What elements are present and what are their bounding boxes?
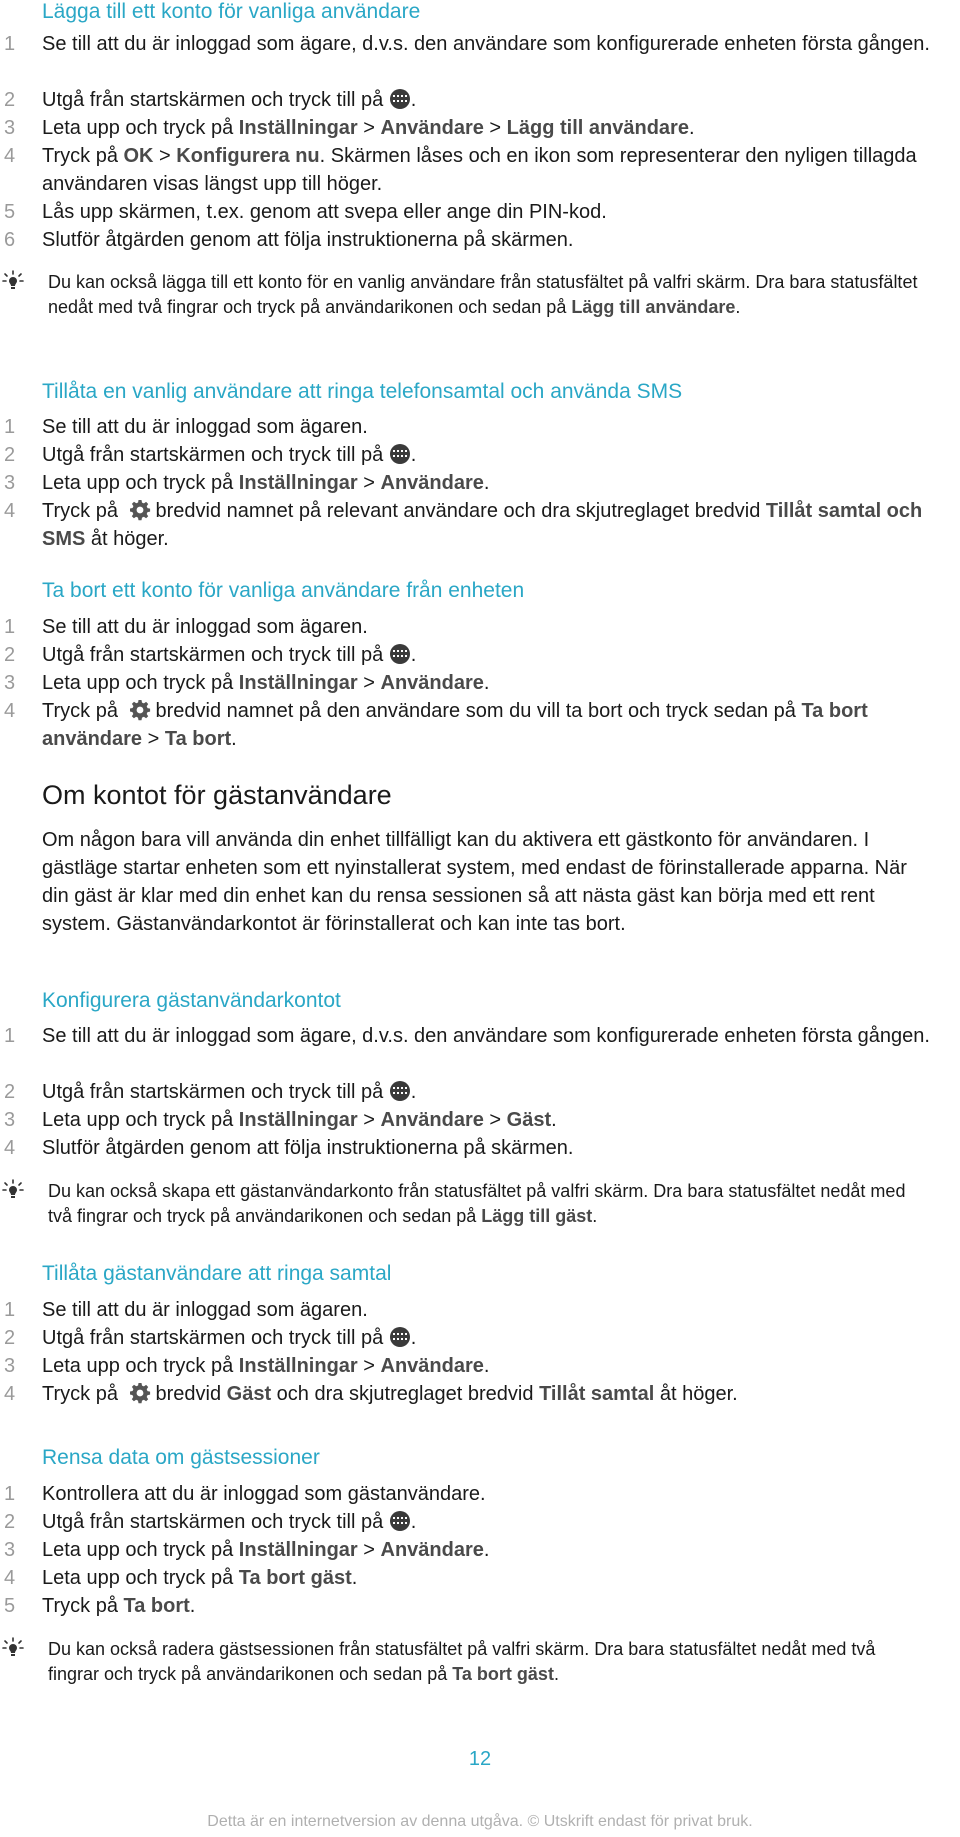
step-number: 3 xyxy=(4,472,16,494)
step-number: 3 xyxy=(4,1355,16,1377)
step xyxy=(0,1564,940,1592)
gear-icon xyxy=(128,698,152,722)
step-number: 1 xyxy=(4,1299,16,1321)
gear-icon xyxy=(128,1381,152,1405)
step-number: 2 xyxy=(4,644,16,666)
step xyxy=(0,226,940,254)
section-heading-allow-calls-sms: Tillåta en vanlig användare att ringa telefonsamtal och använda SMS xyxy=(42,380,683,403)
step-text: Tryck på OK > Konfigurera nu. Skärmen låses och en ikon som representerar den nyligen tillagda användaren visas längst upp till höger. xyxy=(42,145,917,195)
ui-label: Inställningar xyxy=(238,672,358,694)
step-number: 1 xyxy=(4,1483,16,1505)
step xyxy=(0,1106,940,1134)
step xyxy=(0,613,940,641)
ui-label: Lägg till användare xyxy=(506,117,689,139)
step-text: Leta upp och tryck på Inställningar > Användare > Gäst. xyxy=(42,1109,557,1131)
tip-text: Du kan också radera gästsessionen från statusfältet på valfri skärm. Dra bara statusfältet nedåt med två fingrar och tryck på användarikonen och sedan på Ta bort gäst. xyxy=(48,1639,876,1684)
step xyxy=(0,1480,940,1508)
step xyxy=(0,497,940,553)
ui-label: Konfigurera nu xyxy=(176,145,320,167)
step xyxy=(0,1536,940,1564)
step-text: Kontrollera att du är inloggad som gästanvändare. xyxy=(42,1483,486,1505)
step xyxy=(0,1296,940,1324)
ui-label: Tillåt samtal xyxy=(539,1383,655,1405)
page-footer: Detta är en internetversion av denna utgåva. © Utskrift endast för privat bruk. xyxy=(207,1813,753,1830)
apps-dots-icon xyxy=(390,644,410,664)
step-number: 1 xyxy=(4,616,16,638)
ui-label: Lägg till användare xyxy=(571,297,736,317)
step-text: Tryck på bredvid Gäst och dra skjutreglaget bredvid Tillåt samtal åt höger. xyxy=(42,1383,738,1405)
step xyxy=(0,1592,940,1620)
step xyxy=(0,142,940,198)
tip-box xyxy=(0,1179,930,1229)
step-number: 3 xyxy=(4,1109,16,1131)
ui-label: Inställningar xyxy=(238,1109,358,1131)
apps-dots-icon xyxy=(390,1081,410,1101)
step-text: Se till att du är inloggad som ägaren. xyxy=(42,1299,368,1321)
step-number: 2 xyxy=(4,1327,16,1349)
section-heading-configure-guest: Konfigurera gästanvändarkontot xyxy=(42,989,341,1012)
page-title-guest-account: Om kontot för gästanvändare xyxy=(42,780,392,810)
step-number: 1 xyxy=(4,416,16,438)
ui-label: Ta bort gäst xyxy=(238,1567,352,1589)
ui-label: Ta bort xyxy=(123,1595,190,1617)
ui-label: Användare xyxy=(380,472,484,494)
lightbulb-tip-icon xyxy=(2,1179,24,1201)
tip-box xyxy=(0,1637,930,1687)
ui-label: Lägg till gäst xyxy=(481,1206,593,1226)
step-number: 3 xyxy=(4,117,16,139)
ui-label: Användare xyxy=(380,117,484,139)
step xyxy=(0,1508,940,1536)
section-heading-guest-calls: Tillåta gästanvändare att ringa samtal xyxy=(42,1262,392,1285)
ui-label: Användare xyxy=(380,1539,484,1561)
step-text: Se till att du är inloggad som ägare, d.v.s. den användare som konfigurerade enheten första gången. xyxy=(42,1025,930,1047)
step-text: Leta upp och tryck på Inställningar > Användare. xyxy=(42,1539,490,1561)
step-text: Leta upp och tryck på Inställningar > Användare. xyxy=(42,1355,490,1377)
page-number: 12 xyxy=(468,1748,492,1770)
step xyxy=(0,30,940,58)
step-text: Utgå från startskärmen och tryck till på . xyxy=(42,1081,417,1103)
ui-label: Användare xyxy=(380,672,484,694)
ui-label: Ta bort användare xyxy=(42,700,868,750)
ui-label: Användare xyxy=(380,1109,484,1131)
step-number: 2 xyxy=(4,89,16,111)
step-number: 4 xyxy=(4,145,16,167)
step-text: Utgå från startskärmen och tryck till på . xyxy=(42,89,417,111)
step xyxy=(0,1134,940,1162)
step xyxy=(0,1380,940,1408)
ui-label: Inställningar xyxy=(238,1539,358,1561)
ui-label: Tillåt samtal och SMS xyxy=(42,500,923,550)
apps-dots-icon xyxy=(390,1327,410,1347)
ui-label: Gäst xyxy=(506,1109,552,1131)
step-text: Utgå från startskärmen och tryck till på . xyxy=(42,644,417,666)
step xyxy=(0,1324,940,1352)
section-heading-clear-guest-data: Rensa data om gästsessioner xyxy=(42,1446,320,1469)
ui-label: Inställningar xyxy=(238,1355,358,1377)
ui-label: Användare xyxy=(380,1355,484,1377)
step-text: Se till att du är inloggad som ägaren. xyxy=(42,416,368,438)
ui-label: Gäst xyxy=(226,1383,272,1405)
step xyxy=(0,1078,940,1106)
step-text: Utgå från startskärmen och tryck till på . xyxy=(42,1327,417,1349)
section-heading-remove-user: Ta bort ett konto för vanliga användare från enheten xyxy=(42,579,525,602)
step xyxy=(0,1352,940,1380)
ui-label: Inställningar xyxy=(238,472,358,494)
step-text: Se till att du är inloggad som ägaren. xyxy=(42,616,368,638)
apps-dots-icon xyxy=(390,89,410,109)
tip-text: Du kan också lägga till ett konto för en vanlig användare från statusfältet på valfri skärm. Dra bara statusfältet nedåt med två fingrar och tryck på användarikonen och sedan på Lägg till användare. xyxy=(48,272,918,317)
tip-box xyxy=(0,270,930,320)
step xyxy=(0,469,940,497)
step xyxy=(0,114,940,142)
step-number: 4 xyxy=(4,500,16,522)
step-text: Leta upp och tryck på Ta bort gäst. xyxy=(42,1567,358,1589)
step-number: 2 xyxy=(4,444,16,466)
step-number: 4 xyxy=(4,1137,16,1159)
step-number: 4 xyxy=(4,700,16,722)
step-number: 1 xyxy=(4,33,16,55)
section-heading-add-user: Lägga till ett konto för vanliga användare xyxy=(42,0,421,23)
step xyxy=(0,198,940,226)
step-number: 1 xyxy=(4,1025,16,1047)
step-text: Lås upp skärmen, t.ex. genom att svepa eller ange din PIN-kod. xyxy=(42,201,607,223)
step-number: 2 xyxy=(4,1511,16,1533)
step-text: Leta upp och tryck på Inställningar > Användare > Lägg till användare. xyxy=(42,117,695,139)
step xyxy=(0,697,940,753)
step xyxy=(0,86,940,114)
ui-label: Inställningar xyxy=(238,117,358,139)
lightbulb-tip-icon xyxy=(2,270,24,292)
step-text: Slutför åtgärden genom att följa instruktionerna på skärmen. xyxy=(42,229,574,251)
tip-text: Du kan också skapa ett gästanvändarkonto från statusfältet på valfri skärm. Dra bara statusfältet nedåt med två fingrar och tryck på användarikonen och sedan på Lägg till gäst. xyxy=(48,1181,906,1226)
step-number: 4 xyxy=(4,1383,16,1405)
apps-dots-icon xyxy=(390,1511,410,1531)
ui-label: OK xyxy=(123,145,154,167)
step-text: Tryck på Ta bort. xyxy=(42,1595,196,1617)
gear-icon xyxy=(128,498,152,522)
step-text: Leta upp och tryck på Inställningar > Användare. xyxy=(42,672,490,694)
step-number: 3 xyxy=(4,1539,16,1561)
apps-dots-icon xyxy=(390,444,410,464)
lightbulb-tip-icon xyxy=(2,1637,24,1659)
step-text: Utgå från startskärmen och tryck till på . xyxy=(42,444,417,466)
step-number: 2 xyxy=(4,1081,16,1103)
step-text: Slutför åtgärden genom att följa instruktionerna på skärmen. xyxy=(42,1137,574,1159)
step-text: Se till att du är inloggad som ägare, d.v.s. den användare som konfigurerade enheten första gången. xyxy=(42,33,930,55)
step-text: Leta upp och tryck på Inställningar > Användare. xyxy=(42,472,490,494)
step xyxy=(0,1022,940,1050)
step xyxy=(0,669,940,697)
step-number: 5 xyxy=(4,201,16,223)
step-number: 4 xyxy=(4,1567,16,1589)
step xyxy=(0,413,940,441)
step xyxy=(0,641,940,669)
step-text: Utgå från startskärmen och tryck till på . xyxy=(42,1511,417,1533)
step-number: 5 xyxy=(4,1595,16,1617)
step xyxy=(0,441,940,469)
step-number: 6 xyxy=(4,229,16,251)
step-text: Tryck på bredvid namnet på den användare som du vill ta bort och tryck sedan på Ta bort användare > Ta bort. xyxy=(42,700,868,750)
step-text: Tryck på bredvid namnet på relevant användare och dra skjutreglaget bredvid Tillåt samtal och SMS åt höger. xyxy=(42,500,923,550)
step-number: 3 xyxy=(4,672,16,694)
ui-label: Ta bort xyxy=(164,728,232,750)
ui-label: Ta bort gäst xyxy=(452,1664,554,1684)
guest-intro-paragraph: Om någon bara vill använda din enhet tillfälligt kan du aktivera ett gästkonto för användaren. I gästläge startar enheten som ett nyinstallerat system, med endast de förinstallerade apparna. När din gäst är klar med din enhet kan du rensa sessionen så att nästa gäst kan börja med ett rent system. Gästanvändarkontot är förinstallerat och kan inte tas bort. xyxy=(42,829,907,935)
